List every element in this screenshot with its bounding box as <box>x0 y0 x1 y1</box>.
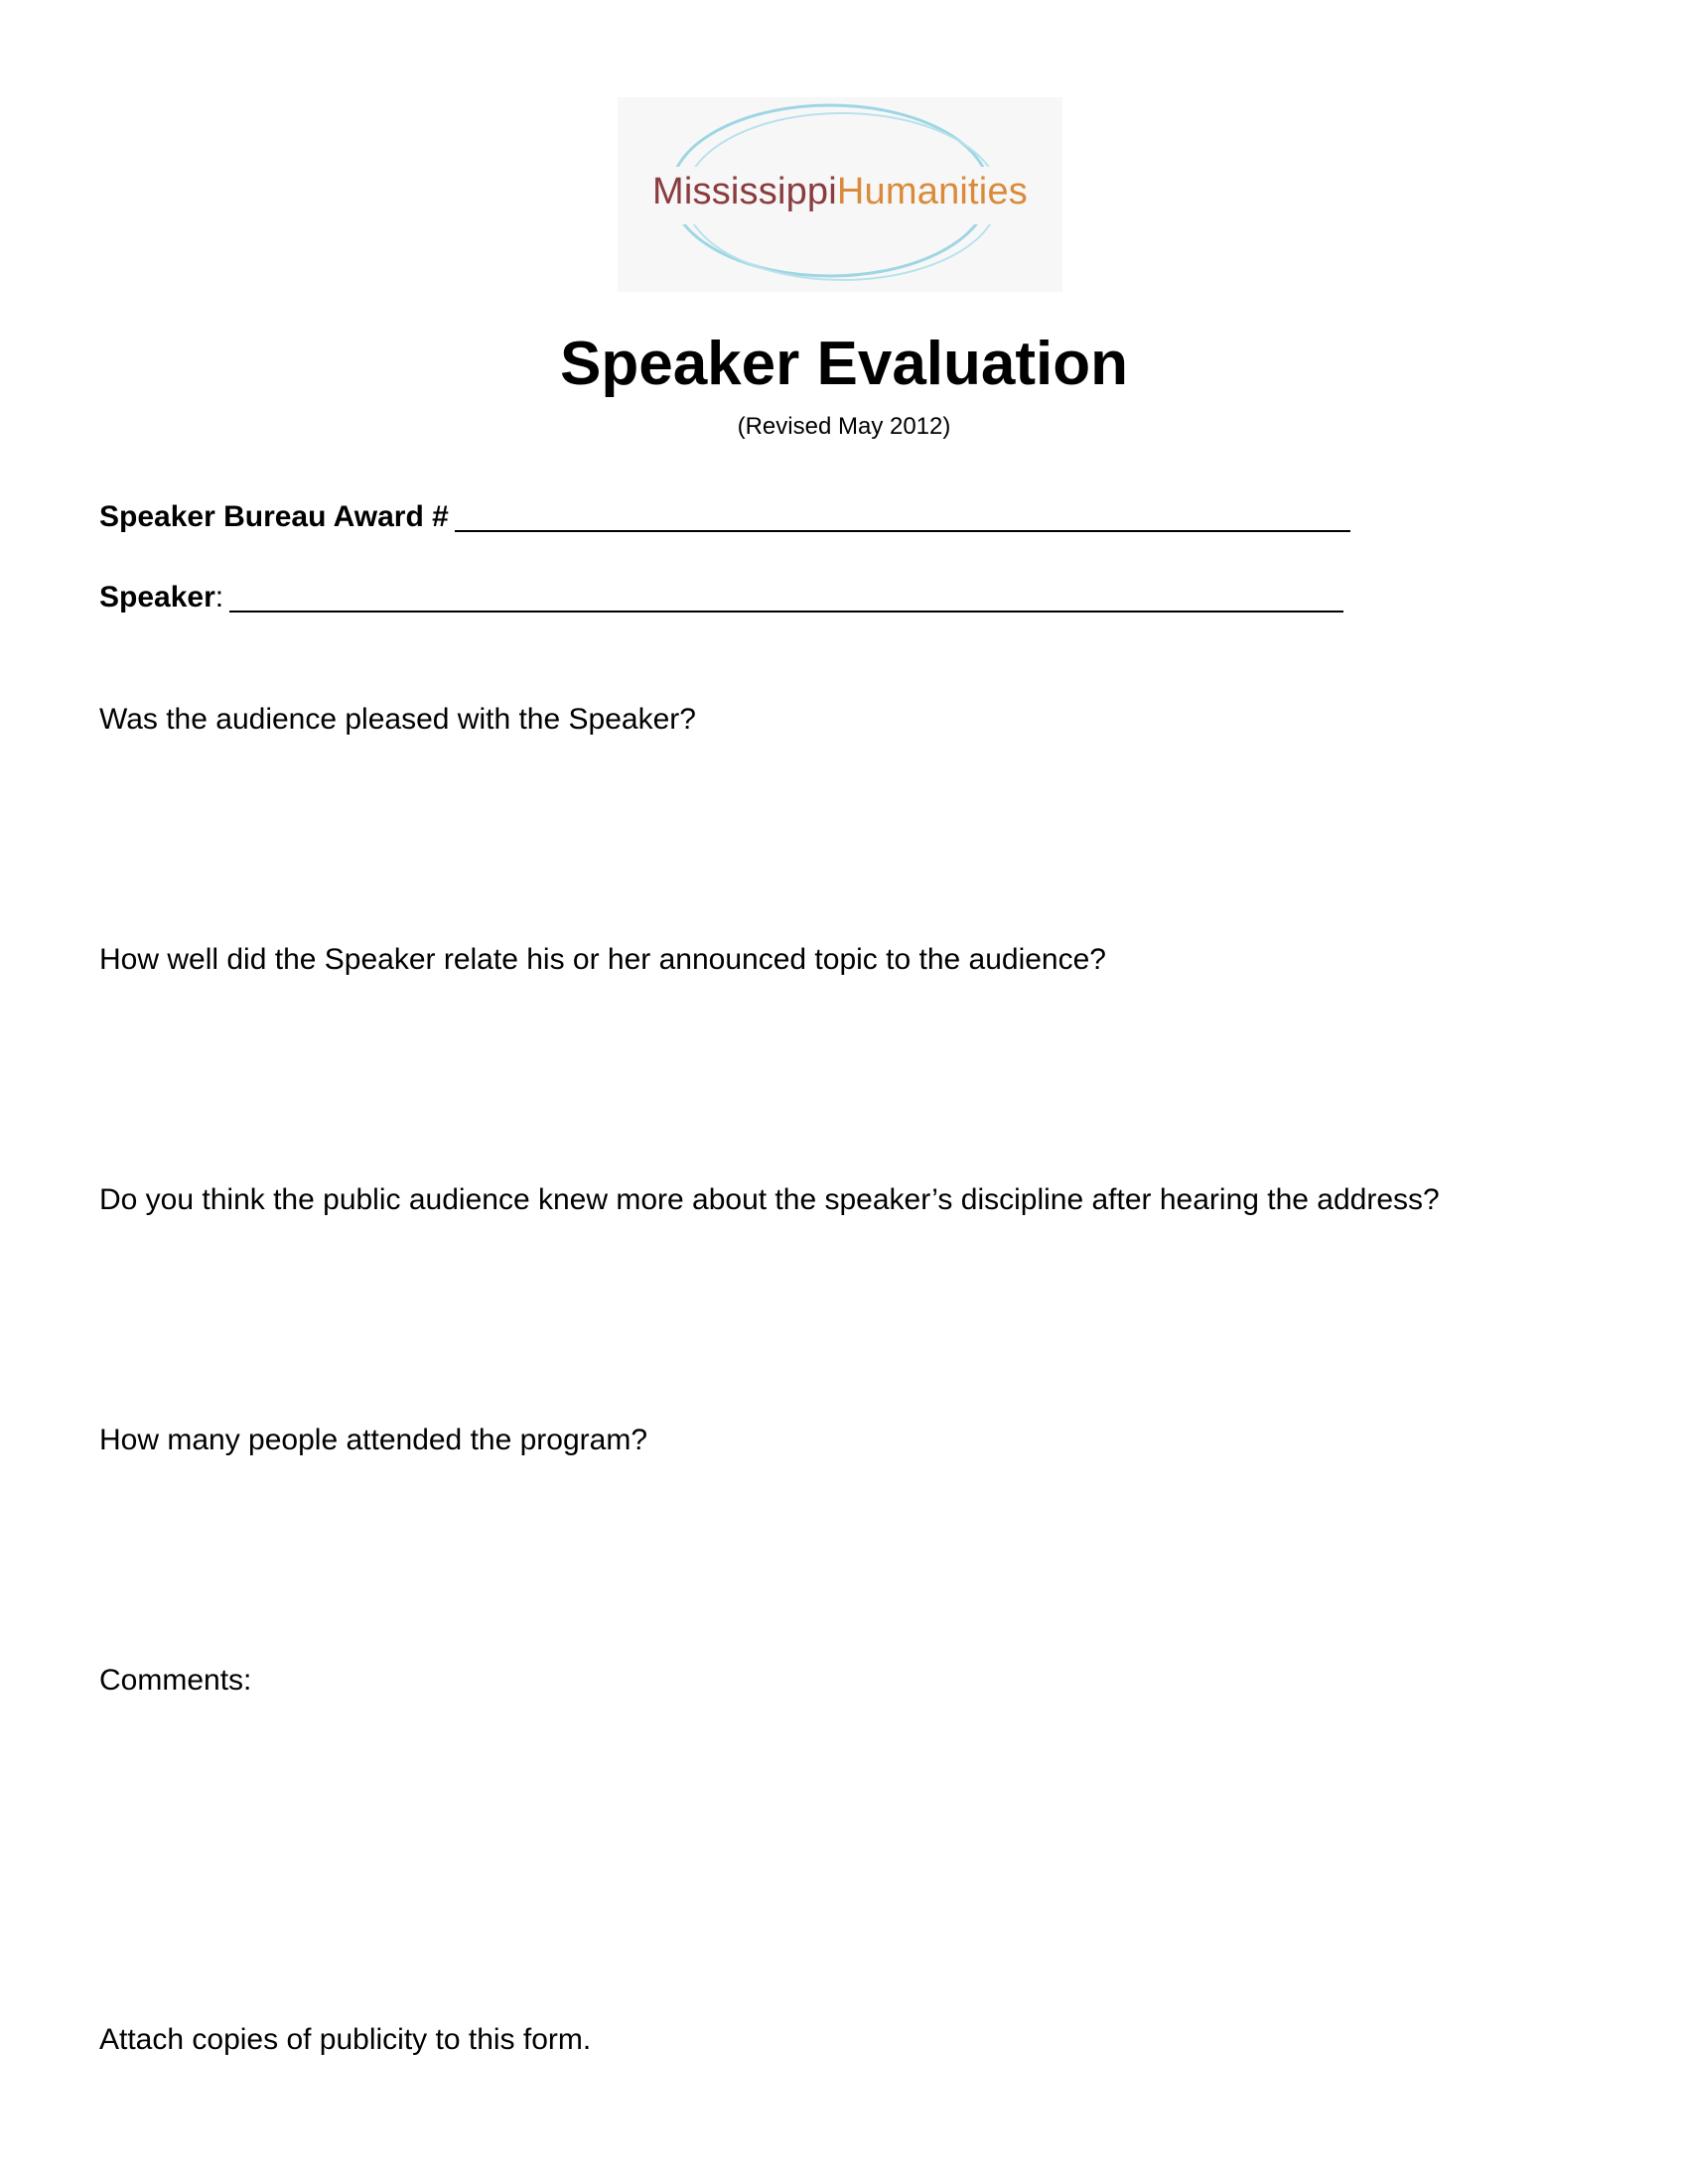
logo-wordmark <box>628 171 1053 213</box>
question-attendance: How many people attended the program? <box>99 1424 648 1456</box>
question-discipline-knowledge: Do you think the public audience knew more about the speaker’s discipline after hearing the address? <box>99 1183 1440 1216</box>
speaker-label: Speaker <box>99 581 215 614</box>
page-title: Speaker Evaluation <box>559 330 1129 398</box>
award-number-input-line[interactable] <box>455 504 1350 532</box>
comments-label: Comments: <box>99 1664 252 1697</box>
question-audience-pleased: Was the audience pleased with the Speaker? <box>99 703 696 736</box>
award-number-field <box>99 502 1350 532</box>
publicity-note: Attach copies of publicity to this form. <box>99 2023 592 2056</box>
award-number-label: Speaker Bureau Award # <box>99 500 449 533</box>
question-topic-relation: How well did the Speaker relate his or her announced topic to the audience? <box>99 943 1106 976</box>
speaker-input-line[interactable] <box>229 585 1343 613</box>
speaker-colon: : <box>214 581 224 614</box>
revision-note: (Revised May 2012) <box>737 413 951 440</box>
speaker-field <box>99 583 1343 613</box>
mississippi-humanities-logo <box>618 97 1062 292</box>
logo-word-mississippi: Mississippi <box>652 171 837 212</box>
logo-word-humanities: Humanities <box>836 171 1028 212</box>
